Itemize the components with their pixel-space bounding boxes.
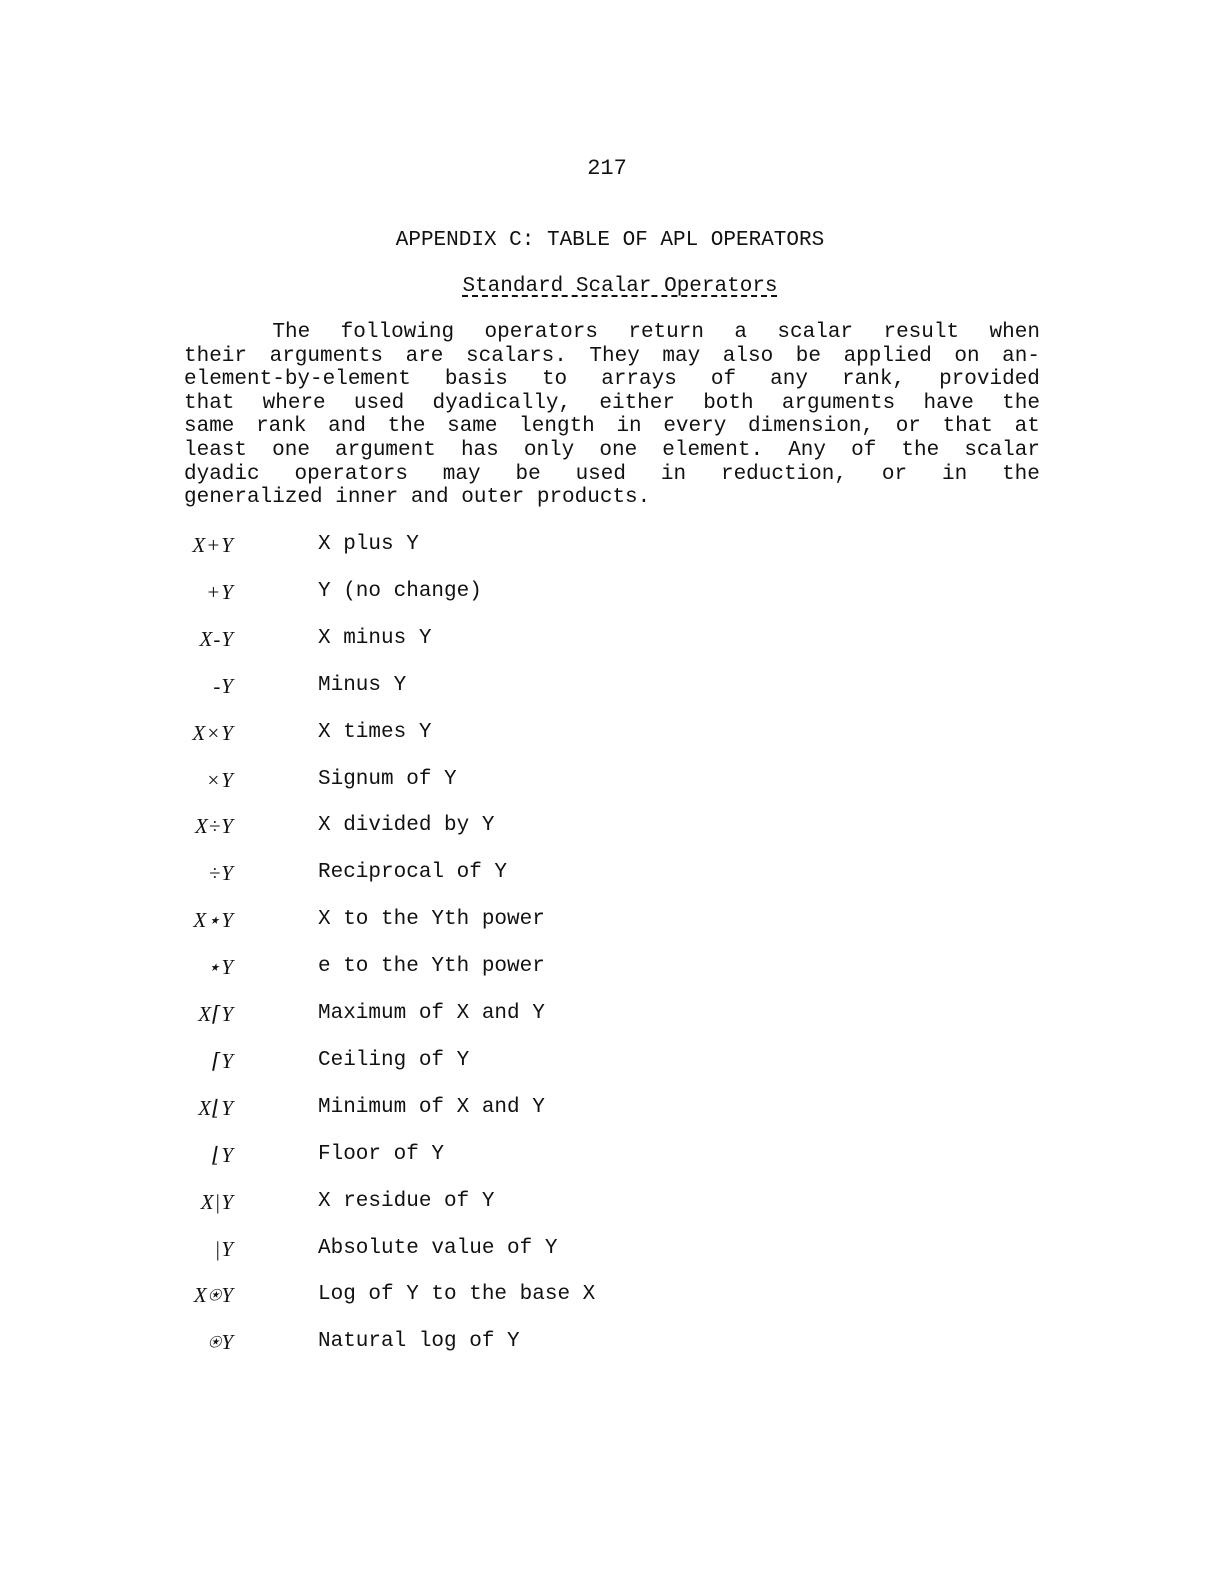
paragraph-word: any — [770, 368, 808, 392]
operator-description: e to the Yth power — [318, 955, 545, 978]
operator-description: Minimum of X and Y — [318, 1096, 545, 1119]
paragraph-word: scalar — [964, 438, 1040, 462]
paragraph-word: or — [881, 462, 908, 486]
paragraph-word: arguments — [781, 391, 896, 415]
operator-description: X residue of Y — [318, 1190, 495, 1213]
paragraph-word: only — [523, 438, 575, 462]
paragraph-word: products. — [536, 486, 651, 510]
paragraph-word: on — [954, 344, 980, 368]
paragraph-indent — [184, 321, 242, 345]
paragraph-word: element. — [662, 438, 764, 462]
paragraph-word: used — [353, 391, 405, 415]
paragraph-word: have — [923, 391, 974, 415]
operator-row — [0, 811, 1224, 845]
operator-description: Ceiling of Y — [318, 1049, 470, 1072]
paragraph-word: a — [734, 321, 747, 344]
paragraph-word: length — [519, 415, 595, 439]
paragraph-word: basis — [444, 368, 508, 392]
paragraph-line — [184, 463, 1040, 487]
paragraph-word: rank — [256, 415, 307, 439]
paragraph-word: every — [663, 415, 727, 439]
operator-description: Maximum of X and Y — [318, 1002, 545, 1025]
operator-symbol: |Y — [214, 1237, 234, 1261]
operator-row — [0, 1046, 1224, 1080]
paragraph-word: return — [628, 321, 704, 344]
paragraph-word: the — [387, 415, 426, 439]
paragraph-word: The — [272, 321, 311, 344]
intro-paragraph — [184, 321, 1040, 510]
operator-symbol: X-Y — [199, 627, 234, 651]
operator-symbol: X×Y — [192, 721, 234, 745]
operator-symbol: X⍟Y — [193, 1283, 234, 1307]
paragraph-word: the — [1002, 462, 1040, 486]
paragraph-word: operators — [484, 321, 598, 344]
operator-description: X divided by Y — [318, 814, 495, 837]
paragraph-word: scalars. — [465, 344, 567, 368]
operator-symbol: ⋆Y — [207, 955, 234, 979]
operator-symbol: +Y — [206, 580, 234, 604]
operator-description: Log of Y to the base X — [318, 1283, 596, 1306]
paragraph-word: They — [589, 344, 640, 368]
paragraph-word: dimension, — [748, 415, 875, 439]
paragraph-word: at — [1014, 415, 1040, 439]
paragraph-word: applied — [843, 344, 932, 368]
operator-row — [0, 1280, 1224, 1314]
paragraph-word: inner — [335, 486, 399, 510]
operator-description: X times Y — [318, 721, 432, 744]
paragraph-word: rank, — [842, 368, 906, 392]
operator-description: Y (no change) — [318, 580, 482, 603]
operator-symbol: ⌊Y — [212, 1143, 234, 1167]
operator-description: X minus Y — [318, 627, 432, 650]
paragraph-word: that — [942, 415, 993, 439]
paragraph-word: reduction, — [720, 462, 847, 486]
paragraph-word: an- — [1002, 344, 1040, 368]
operator-row — [0, 1327, 1224, 1361]
paragraph-word: following — [340, 321, 455, 344]
paragraph-word: may — [662, 344, 701, 368]
paragraph-word: be — [795, 344, 821, 368]
page-number: 217 — [587, 156, 627, 181]
operator-description: Reciprocal of Y — [318, 861, 508, 884]
paragraph-word: in — [616, 415, 642, 439]
operator-description: X plus Y — [318, 533, 419, 556]
operator-symbol: X+Y — [192, 533, 234, 557]
operator-row — [0, 1187, 1224, 1221]
paragraph-word: that — [184, 391, 235, 415]
paragraph-word: scalar — [777, 321, 854, 344]
operator-row — [0, 718, 1224, 752]
paragraph-word: element-by-element — [184, 368, 411, 392]
paragraph-word: are — [405, 344, 444, 368]
operator-row — [0, 1140, 1224, 1174]
operator-symbol: -Y — [213, 674, 234, 698]
paragraph-line — [184, 368, 1040, 392]
operator-row — [0, 577, 1224, 611]
operator-row — [0, 1093, 1224, 1127]
paragraph-word: when — [989, 321, 1040, 344]
paragraph-word: where — [262, 391, 326, 415]
operator-row — [0, 530, 1224, 564]
paragraph-word: one — [272, 438, 310, 462]
operator-description: Absolute value of Y — [318, 1237, 558, 1260]
operator-row — [0, 905, 1224, 939]
operator-row — [0, 1234, 1224, 1268]
paragraph-word: has — [460, 438, 499, 462]
operator-symbol: ÷Y — [208, 861, 234, 885]
paragraph-word: generalized — [184, 486, 323, 510]
appendix-heading: APPENDIX C: TABLE OF APL OPERATORS — [395, 229, 825, 252]
paragraph-word: or — [895, 415, 921, 439]
paragraph-word: argument — [335, 438, 436, 462]
paragraph-word: operators — [294, 462, 408, 486]
paragraph-word: dyadically, — [432, 391, 572, 415]
operator-description: Floor of Y — [318, 1143, 445, 1166]
operator-symbol: ⍟Y — [207, 1330, 234, 1354]
paragraph-word: be — [515, 462, 541, 486]
paragraph-word: same — [184, 415, 235, 439]
paragraph-line — [184, 345, 1040, 369]
paragraph-word: Any — [788, 438, 826, 462]
paragraph-word: result — [883, 321, 960, 344]
paragraph-word: either — [599, 391, 675, 415]
paragraph-word: provided — [939, 368, 1040, 392]
paragraph-word: and — [328, 415, 366, 439]
section-subheading-text: Standard Scalar Operators — [462, 275, 778, 298]
operator-symbol: ×Y — [206, 768, 234, 792]
paragraph-word: used — [575, 462, 626, 486]
paragraph-word: of — [851, 438, 877, 462]
operator-row — [0, 624, 1224, 658]
operator-symbol: ⌈Y — [212, 1049, 234, 1073]
operator-description: Natural log of Y — [318, 1330, 520, 1353]
operator-symbol: X⋆Y — [193, 908, 234, 932]
paragraph-line — [184, 439, 1040, 463]
paragraph-word: also — [722, 344, 774, 368]
paragraph-word: in — [941, 462, 968, 486]
paragraph-word: of — [710, 368, 737, 392]
paragraph-word: arguments — [269, 344, 384, 368]
operator-symbol: X|Y — [200, 1190, 234, 1214]
paragraph-word: least — [184, 438, 248, 462]
paragraph-line — [184, 486, 1040, 510]
paragraph-word: dyadic — [184, 462, 260, 486]
operator-row — [0, 671, 1224, 705]
operator-row — [0, 952, 1224, 986]
paragraph-line — [184, 392, 1040, 416]
paragraph-word: their — [184, 344, 248, 368]
paragraph-line — [184, 415, 1040, 439]
operator-symbol: X⌊Y — [198, 1096, 234, 1120]
operator-symbol: X⌈Y — [198, 1002, 234, 1026]
paragraph-word: outer — [461, 486, 525, 510]
paragraph-word: same — [447, 415, 498, 439]
operator-row — [0, 858, 1224, 892]
paragraph-word: may — [442, 462, 481, 486]
paragraph-line — [184, 321, 1040, 345]
operator-description: X to the Yth power — [318, 908, 545, 931]
paragraph-word: the — [901, 438, 940, 462]
operator-description: Minus Y — [318, 674, 407, 697]
paragraph-word: in — [660, 462, 687, 486]
section-subheading — [0, 272, 1224, 302]
paragraph-word: to — [541, 368, 568, 392]
operator-row — [0, 765, 1224, 799]
paragraph-word: arrays — [601, 368, 677, 392]
paragraph-word: and — [410, 486, 449, 510]
paragraph-word: one — [599, 438, 638, 462]
paragraph-word: both — [703, 391, 754, 415]
operator-symbol: X÷Y — [194, 814, 234, 838]
paragraph-word: the — [1002, 391, 1040, 415]
operator-row — [0, 999, 1224, 1033]
operator-description: Signum of Y — [318, 768, 457, 791]
